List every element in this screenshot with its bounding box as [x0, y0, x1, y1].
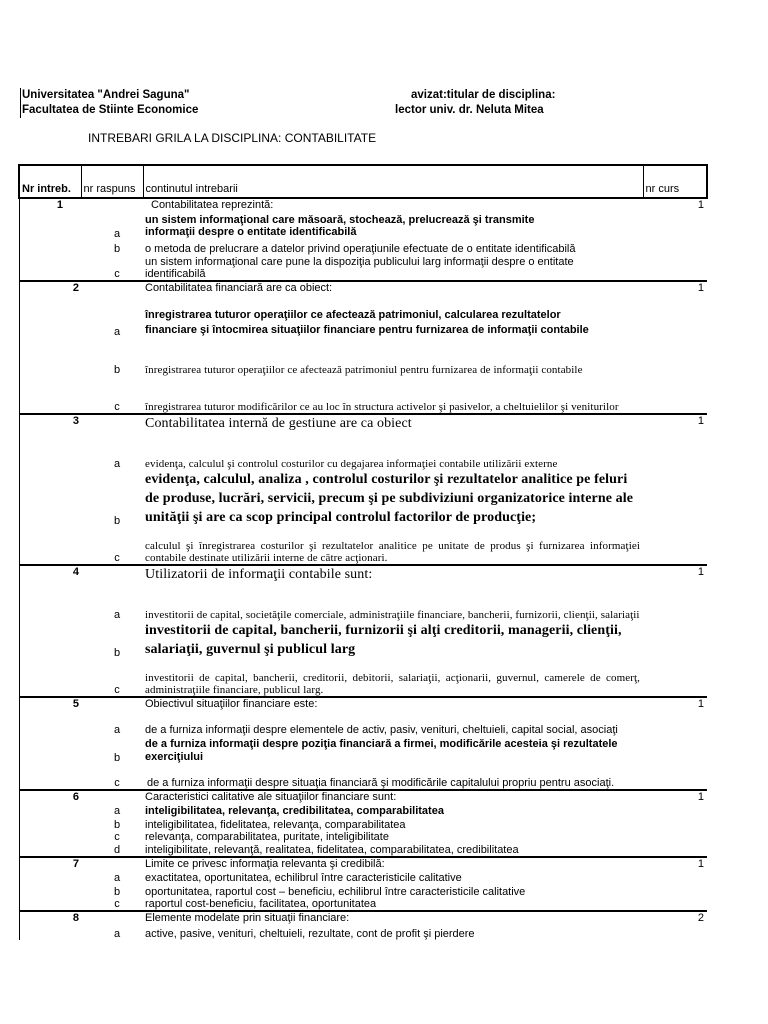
answer-text: inteligibilitate, relevanţă, realitatea, fidelitatea, comparabilitatea, credibilitatea: [145, 844, 519, 856]
question-number: 4: [19, 565, 81, 583]
answer-row: [19, 803, 707, 817]
question-text: Contabilitatea reprezintă:: [143, 198, 643, 212]
answer-row: [19, 583, 707, 621]
question-row: [19, 790, 707, 803]
answer-text: oportunitatea, raportul cost – beneficiu, echilibrul între caracteristicile calitative: [145, 886, 526, 898]
answer-option: d: [113, 844, 121, 856]
answer-option: b: [113, 752, 121, 764]
answer-text: raportul cost-beneficiu, facilitatea, oportunitatea: [145, 898, 377, 910]
question-text: Caracteristici calitative ale situaţiilor financiare sunt:: [143, 790, 643, 803]
answer-row: [19, 527, 707, 565]
university-name: Universitatea "Andrei Saguna": [22, 89, 190, 101]
answer-option: c: [114, 552, 120, 564]
answer-option: a: [113, 805, 121, 817]
answer-row: [19, 870, 707, 884]
answer-text: investitorii de capital, bancherii, furnizorii şi alţi creditorii, managerii, clienţii, salariaţii, guvernul şi publicul larg: [145, 623, 622, 657]
answer-row: [19, 255, 707, 281]
course-number: 1: [643, 414, 707, 432]
answer-text: un sistem informaţional care pune la dispoziţia publicului larg informaţii despre o entitate identificabilă: [145, 256, 574, 280]
faculty-name: Facultatea de Stiinte Economice: [22, 104, 199, 116]
answer-row: [19, 659, 707, 697]
answer-text: active, pasive, venituri, cheltuieli, rezultate, cont de profit şi pierdere: [145, 928, 475, 940]
answer-option: a: [113, 326, 121, 338]
answer-option: c: [114, 777, 120, 789]
answer-row: [19, 338, 707, 376]
answer-text: de a furniza informaţii despre poziţia financiară a firmei, modificările acesteia şi rezultatele exerciţiului: [145, 738, 618, 763]
answer-text: relevanţa, comparabilitatea, puritate, inteligibilitate: [145, 831, 389, 843]
question-text: Obiectivul situaţiilor financiare este:: [143, 697, 643, 710]
questions-table: [18, 164, 708, 940]
question-row: [19, 911, 707, 924]
question-row: [19, 857, 707, 870]
answer-text: evidenţa, calculul şi controlul costurilor cu degajarea informaţiei contabile utilizării externe: [145, 458, 558, 470]
answer-text: înregistrarea tuturor operaţiilor ce afectează patrimoniul, calcularea rezultatelor financiare şi întocmirea situaţiilor financiare pentru furnizarea de informaţii contabile: [145, 309, 589, 336]
question-number: 7: [19, 857, 81, 870]
answer-row: [19, 621, 707, 659]
question-number: 2: [19, 281, 81, 294]
question-row: [19, 281, 707, 294]
question-text: Elemente modelate prin situaţii financiare:: [143, 911, 643, 924]
question-row: [19, 565, 707, 583]
answer-row: [19, 884, 707, 898]
course-number: 1: [643, 565, 707, 583]
answer-row: [19, 470, 707, 527]
answer-row: [19, 240, 707, 255]
answer-text: un sistem informaţional care măsoară, stochează, prelucrează şi transmite informaţii despre o entitate identificabilă: [145, 214, 535, 238]
course-number: 1: [643, 697, 707, 710]
answer-option: c: [114, 268, 120, 280]
answer-text: investitorii de capital, societăţile comerciale, administraţiile financiare, bancherii, furnizorii, clienţii, salariaţii: [145, 609, 640, 621]
answer-row: [19, 294, 707, 338]
answer-option: b: [113, 515, 121, 527]
answer-row: [19, 764, 707, 790]
course-number: 1: [643, 198, 707, 212]
answer-option: b: [113, 243, 121, 255]
answer-option: c: [114, 898, 120, 910]
answer-option: c: [114, 401, 120, 413]
answer-text: de a furniza informaţii despre situaţia financiară şi modificările capitalului propriu pentru asociaţi.: [147, 777, 615, 789]
answer-option: b: [113, 819, 121, 831]
header-nr-curs: nr curs: [643, 165, 707, 198]
answer-option: a: [113, 724, 121, 736]
approval-header: [395, 88, 555, 118]
answer-row: [19, 924, 707, 940]
answer-option: c: [114, 684, 120, 696]
question-text: Utilizatorii de informaţii contabile sunt:: [143, 565, 643, 583]
answer-row: [19, 376, 707, 414]
question-row: [19, 414, 707, 432]
answer-text: exactitatea, oportunitatea, echilibrul între caracteristicile calitative: [145, 872, 462, 884]
answer-option: a: [113, 609, 121, 621]
table-header-row: [19, 165, 707, 198]
answer-row: [19, 831, 707, 843]
answer-text: inteligibilitatea, fidelitatea, relevanţa, comparabilitatea: [145, 819, 406, 831]
question-number: 8: [19, 911, 81, 924]
answer-row: [19, 843, 707, 857]
course-number: 1: [643, 857, 707, 870]
answer-row: [19, 898, 707, 911]
question-text: Contabilitatea financiară are ca obiect:: [143, 281, 643, 294]
lecturer-name: lector univ. dr. Neluta Mitea: [395, 104, 544, 116]
question-text: Contabilitatea internă de gestiune are ca obiect: [143, 414, 643, 432]
question-text: Limite ce privesc informaţia relevanta şi credibilă:: [143, 857, 643, 870]
answer-row: [19, 212, 707, 240]
answer-text: înregistrarea tuturor operaţiilor ce afectează patrimoniul pentru furnizarea de informaţii contabile: [145, 364, 583, 376]
answer-row: [19, 736, 707, 764]
answer-text: calculul şi înregistrarea costurilor şi rezultatelor analitice pe unitate de produs şi furnizarea informaţiei contabile destinate utilizării interne de către acţionari.: [145, 540, 640, 564]
question-number: 6: [19, 790, 81, 803]
answer-option: c: [114, 831, 120, 843]
institution-header: [20, 88, 198, 118]
answer-option: b: [113, 364, 121, 376]
course-number: 2: [643, 911, 707, 924]
question-number: 1: [19, 198, 81, 212]
answer-text: inteligibilitatea, relevanţa, credibilitatea, comparabilitatea: [145, 805, 444, 817]
answer-row: [19, 432, 707, 470]
answer-text: de a furniza informaţii despre elementele de activ, pasiv, venituri, cheltuieli, capital social, asociaţi: [145, 724, 618, 736]
answer-row: [19, 710, 707, 736]
answer-option: a: [113, 928, 121, 940]
course-number: 1: [643, 281, 707, 294]
answer-option: b: [113, 647, 121, 659]
answer-text: o metoda de prelucrare a datelor privind operaţiunile efectuate de o entitate identificabilă: [145, 243, 576, 255]
course-number: 1: [643, 790, 707, 803]
header-continutul: continutul intrebarii: [143, 165, 643, 198]
header-nr-raspuns: nr raspuns: [81, 165, 143, 198]
document-title: INTREBARI GRILA LA DISCIPLINA: CONTABILITATE: [88, 131, 377, 145]
answer-row: [19, 817, 707, 831]
question-row: [19, 697, 707, 710]
header-nr-intreb: Nr intreb.: [19, 165, 81, 198]
answer-text: investitorii de capital, bancherii, creditorii, debitorii, salariaţii, acţionarii, guvernul, camerele de comerţ, administraţiile financiare, publicul larg.: [145, 672, 640, 696]
approval-label: avizat:titular de disciplina:: [411, 89, 556, 101]
answer-option: b: [113, 886, 121, 898]
question-number: 5: [19, 697, 81, 710]
question-row: [19, 198, 707, 212]
answer-text: evidenţa, calculul, analiza , controlul costurilor şi rezultatelor analitice pe feluri de produse, lucrări, servicii, precum şi pe subdiviziuni organizatorice interne ale unităţii şi are ca scop principal controlul factorilor de producţie;: [145, 472, 634, 525]
answer-option: a: [113, 458, 121, 470]
answer-option: a: [113, 228, 121, 240]
answer-text: înregistrarea tuturor modificărilor ce au loc în structura activelor şi pasivelor, a cheltuielilor şi veniturilor: [145, 401, 619, 413]
answer-option: a: [113, 872, 121, 884]
question-number: 3: [19, 414, 81, 432]
